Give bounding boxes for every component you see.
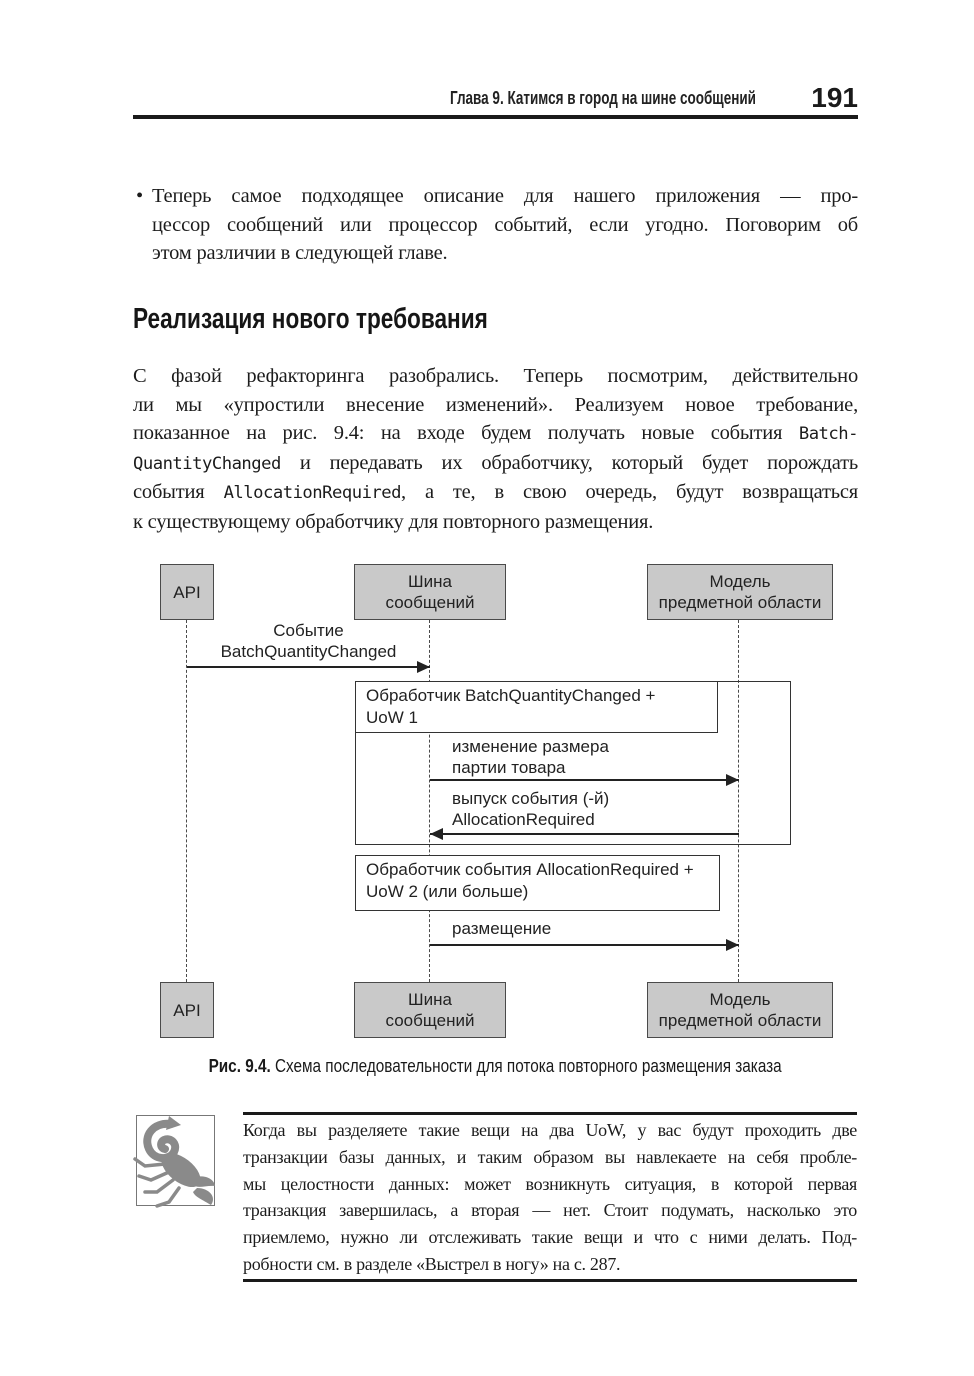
figure-caption-text: Схема последовательности для потока повторного размещения заказа [271,1056,783,1076]
scorpion-icon [129,1112,225,1212]
message-label-batchquantitychanged: Событие BatchQuantityChanged [220,621,397,661]
lifeline-api [186,620,187,982]
actor-message-bus-bottom: Шина сообщений [354,982,506,1038]
bullet-list-item [133,182,858,268]
running-head-title: Глава 9. Катимся в город на шине сообщений [450,88,757,108]
bullet-marker: • [136,185,144,207]
header-rule [133,115,858,119]
figure-caption-number: Рис. 9.4. [208,1056,272,1076]
warning-rule-bottom [243,1279,857,1282]
note-handler-allocationrequired: Обработчик события AllocationRequired + UoW 2 (или больше) [355,855,720,911]
body-paragraph: С фазой рефакторинга разобрались. Теперь посмотрим, действительно ли мы «упростили внесение изменений». Реализуем новое требование, показанное на рис. 9.4: на входе будем получать новые события Batch- QuantityChanged и передавать их обработчику, который будет порождать события AllocationRequired, а те, в свою очередь, будут возвращаться к существующему обработчику для повторного размещения. [133,365,859,533]
arrow-api-to-bus [187,666,430,668]
figure-caption [133,1056,858,1077]
actor-domain-model-top: Модель предметной области [647,564,833,620]
arrow-model-to-bus-event [430,833,739,835]
message-label-allocationrequired: выпуск события (-й) AllocationRequired [452,789,610,829]
actor-domain-model-bottom: Модель предметной области [647,982,833,1038]
arrow-bus-to-model-change [430,779,739,781]
note-handler-batchquantitychanged: Обработчик BatchQuantityChanged + UoW 1 [355,681,718,733]
actor-api-top: API [160,564,214,620]
warning-box [136,1115,215,1206]
actor-message-bus-top: Шина сообщений [354,564,506,620]
bullet-item-text: Теперь самое подходящее описание для нашего приложения — про- цессор сообщений или процессор событий, если угодно. Поговорим об этом различии в следующей главе. [152,185,858,265]
actor-api-bottom: API [160,982,214,1038]
section-heading: Реализация нового требования [133,303,488,335]
sequence-diagram [0,560,974,1090]
page-header [133,78,858,112]
warning-text: Когда вы разделяете такие вещи на два UoW, у вас будут проходить две транзакции базы данных, и таким образом вы навлекаете на себя пробле- мы целостности данных: может возникнуть ситуация, в которой первая транзакция завершилась, а вторая — нет. Стоит подумать, насколько это приемлемо, нужно ли отслеживать такие вещи и что с ними делать. Под- робности см. в разделе «Выстрел в ногу» на с. 287. [243,1120,857,1274]
page-number: 191 [811,82,858,113]
arrow-bus-to-model-allocate [430,944,739,946]
warning-rule-top [243,1112,857,1115]
message-label-change-batch-size: изменение размера партии товара [452,737,609,777]
message-label-allocate: размещение [452,919,552,938]
